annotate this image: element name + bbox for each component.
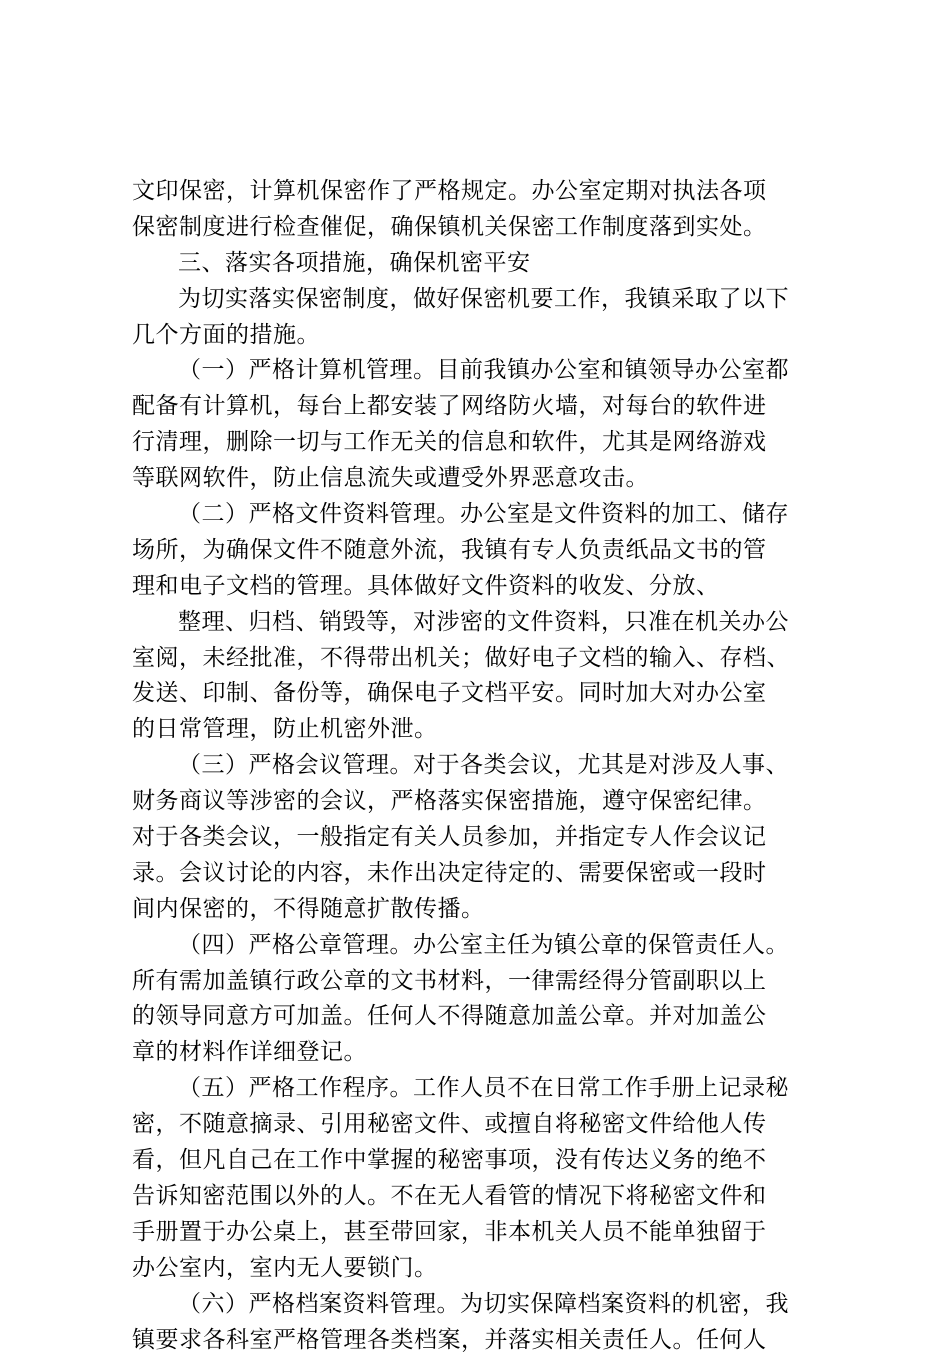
- text-line: （三）严格会议管理。对于各类会议，尤其是对涉及人事、: [132, 748, 832, 784]
- text-line: 间内保密的，不得随意扩散传播。: [132, 892, 832, 928]
- text-line: （四）严格公章管理。办公室主任为镇公章的保管责任人。: [132, 928, 832, 964]
- text-line: 告诉知密范围以外的人。不在无人看管的情况下将秘密文件和: [132, 1179, 832, 1215]
- text-line: 等联网软件，防止信息流失或遭受外界恶意攻击。: [132, 461, 832, 497]
- text-line: 保密制度进行检查催促，确保镇机关保密工作制度落到实处。: [132, 210, 832, 246]
- text-line: 场所，为确保文件不随意外流，我镇有专人负责纸品文书的管: [132, 533, 832, 569]
- text-line: （二）严格文件资料管理。办公室是文件资料的加工、储存: [132, 497, 832, 533]
- text-line: 手册置于办公桌上，甚至带回家，非本机关人员不能单独留于: [132, 1215, 832, 1251]
- text-line: 财务商议等涉密的会议，严格落实保密措施，遵守保密纪律。: [132, 784, 832, 820]
- text-line: 密，不随意摘录、引用秘密文件、或擅自将秘密文件给他人传: [132, 1107, 832, 1143]
- text-line: 所有需加盖镇行政公章的文书材料，一律需经得分管副职以上: [132, 964, 832, 1000]
- text-line: 室阅，未经批准，不得带出机关；做好电子文档的输入、存档、: [132, 641, 832, 677]
- text-line: 文印保密，计算机保密作了严格规定。办公室定期对执法各项: [132, 174, 832, 210]
- text-line: 章的材料作详细登记。: [132, 1035, 832, 1071]
- text-line: 发送、印制、备份等，确保电子文档平安。同时加大对办公室: [132, 676, 832, 712]
- text-line: 整理、归档、销毁等，对涉密的文件资料，只准在机关办公: [132, 605, 832, 641]
- body-text: [132, 174, 832, 1358]
- text-line: 的领导同意方可加盖。任何人不得随意加盖公章。并对加盖公: [132, 999, 832, 1035]
- text-line: （五）严格工作程序。工作人员不在日常工作手册上记录秘: [132, 1071, 832, 1107]
- text-line: 的日常管理，防止机密外泄。: [132, 712, 832, 748]
- text-line: 行清理，删除一切与工作无关的信息和软件，尤其是网络游戏: [132, 425, 832, 461]
- text-line: 几个方面的措施。: [132, 318, 832, 354]
- text-line: 为切实落实保密制度，做好保密机要工作，我镇采取了以下: [132, 282, 832, 318]
- text-line: 镇要求各科室严格管理各类档案，并落实相关责任人。任何人: [132, 1323, 832, 1358]
- text-line: （一）严格计算机管理。目前我镇办公室和镇领导办公室都: [132, 353, 832, 389]
- text-line: 看，但凡自己在工作中掌握的秘密事项，没有传达义务的绝不: [132, 1143, 832, 1179]
- text-line: （六）严格档案资料管理。为切实保障档案资料的机密，我: [132, 1287, 832, 1323]
- section-heading: 三、落实各项措施，确保机密平安: [132, 246, 832, 282]
- text-line: 理和电子文档的管理。具体做好文件资料的收发、分放、: [132, 569, 832, 605]
- text-line: 办公室内，室内无人要锁门。: [132, 1251, 832, 1287]
- text-line: 对于各类会议，一般指定有关人员参加，并指定专人作会议记: [132, 820, 832, 856]
- text-line: 配备有计算机，每台上都安装了网络防火墙，对每台的软件进: [132, 389, 832, 425]
- text-line: 录。会议讨论的内容，未作出决定待定的、需要保密或一段时: [132, 856, 832, 892]
